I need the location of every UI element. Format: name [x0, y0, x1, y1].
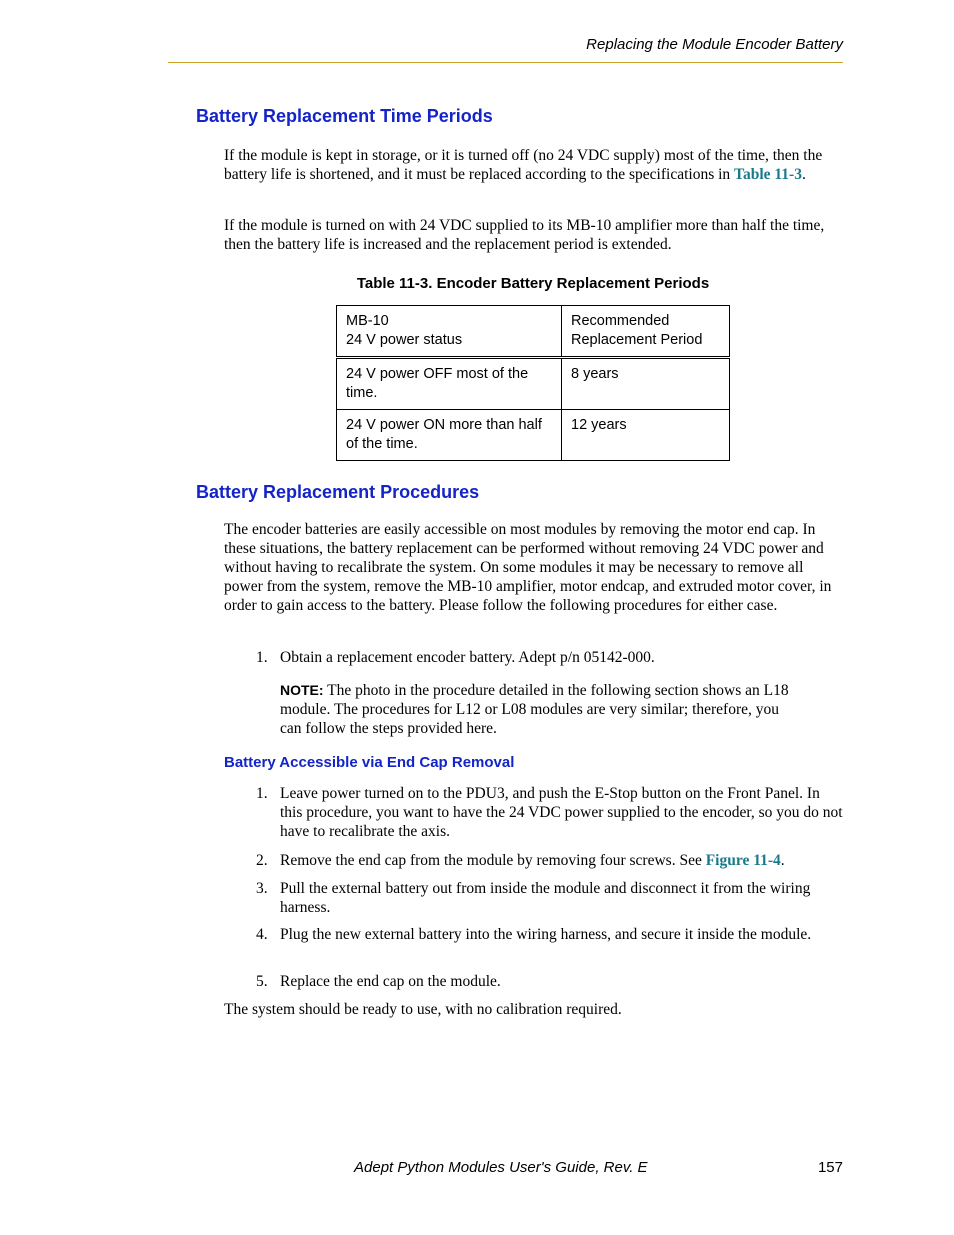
step-text-lead: Remove the end cap from the module by removing four screws. See: [280, 852, 706, 869]
closing-paragraph: The system should be ready to use, with no calibration required.: [224, 1001, 622, 1018]
paragraph-storage-text: If the module is kept in storage, or it is turned off (no 24 VDC supply) most of the time, then the battery life is shortened, and it must be replaced according to the specifications in: [224, 147, 823, 183]
step-text: Leave power turned on to the PDU3, and push the E-Stop button on the Front Panel. In this procedure, you want to have the 24 VDC power supplied to the encoder, so you do not have to recalibrate the axis.: [280, 785, 843, 840]
note-label: NOTE:: [280, 682, 324, 698]
figure-11-4-link[interactable]: Figure 11-4: [705, 852, 781, 869]
header-period-line2: Replacement Period: [571, 331, 703, 348]
paragraph-powered: If the module is turned on with 24 VDC supplied to its MB-10 amplifier more than half the time, then the battery life is increased and the replacement period is extended.: [224, 217, 825, 253]
header-rule: [168, 62, 843, 63]
table-row: [337, 358, 730, 410]
step-text: Obtain a replacement encoder battery. Adept p/n 05142-000.: [280, 649, 655, 666]
step-number: 3.: [256, 880, 268, 897]
header-status-line2: 24 V power status: [346, 331, 463, 348]
replacement-periods-table: [336, 305, 730, 461]
status-cell: 24 V power OFF most of the time.: [337, 358, 562, 410]
table-11-3-link[interactable]: Table 11-3: [734, 166, 802, 183]
step-text: [280, 851, 844, 870]
paragraph-storage: [224, 146, 844, 184]
note-block: [280, 681, 800, 738]
status-cell: 24 V power ON more than half of the time.: [337, 410, 562, 461]
section-heading-procedures: Battery Replacement Procedures: [196, 482, 480, 502]
footer-guide-title: Adept Python Modules User's Guide, Rev. E: [354, 1159, 648, 1176]
running-header: Replacing the Module Encoder Battery: [586, 36, 843, 53]
paragraph-procedures-intro: The encoder batteries are easily accessible on most modules by removing the motor end cap. In these situations, the battery replacement can be performed without removing 24 VDC power and without having to recalibrate the system. On some modules it may be necessary to remove all power from the system, remove the MB-10 amplifier, motor endcap, and extruded motor cover, in order to gain access to the battery. Please follow the following procedures for either case.: [224, 521, 832, 614]
step-number: 2.: [256, 852, 268, 869]
step-number: 4.: [256, 926, 268, 943]
step-number: 1.: [256, 649, 268, 666]
table-header-row: [337, 306, 730, 358]
paragraph-storage-end: .: [801, 166, 806, 183]
period-cell: 12 years: [562, 410, 730, 461]
header-cell-period: [562, 306, 730, 358]
step-text-end: .: [780, 852, 785, 869]
table-caption: Table 11-3. Encoder Battery Replacement Periods: [356, 275, 710, 292]
step-number: 1.: [256, 785, 268, 802]
section-heading-time-periods: Battery Replacement Time Periods: [196, 106, 493, 126]
header-period-line1: Recommended: [571, 313, 670, 329]
step-text: Pull the external battery out from inside the module and disconnect it from the wiring harness.: [280, 880, 811, 916]
table-row: [337, 410, 730, 461]
step-number: 5.: [256, 973, 268, 990]
subsection-heading-end-cap: Battery Accessible via End Cap Removal: [224, 754, 515, 771]
note-text: The photo in the procedure detailed in the following section shows an L18 module. The procedures for L12 or L08 modules are very similar; therefore, you can follow the steps provided here.: [280, 682, 789, 737]
page-number: 157: [817, 1159, 843, 1176]
step-text: Replace the end cap on the module.: [280, 973, 501, 990]
header-status-line1: MB-10: [346, 313, 389, 329]
step-text: Plug the new external battery into the wiring harness, and secure it inside the module.: [280, 926, 812, 943]
header-cell-status: [337, 306, 562, 358]
period-cell: 8 years: [562, 358, 730, 410]
